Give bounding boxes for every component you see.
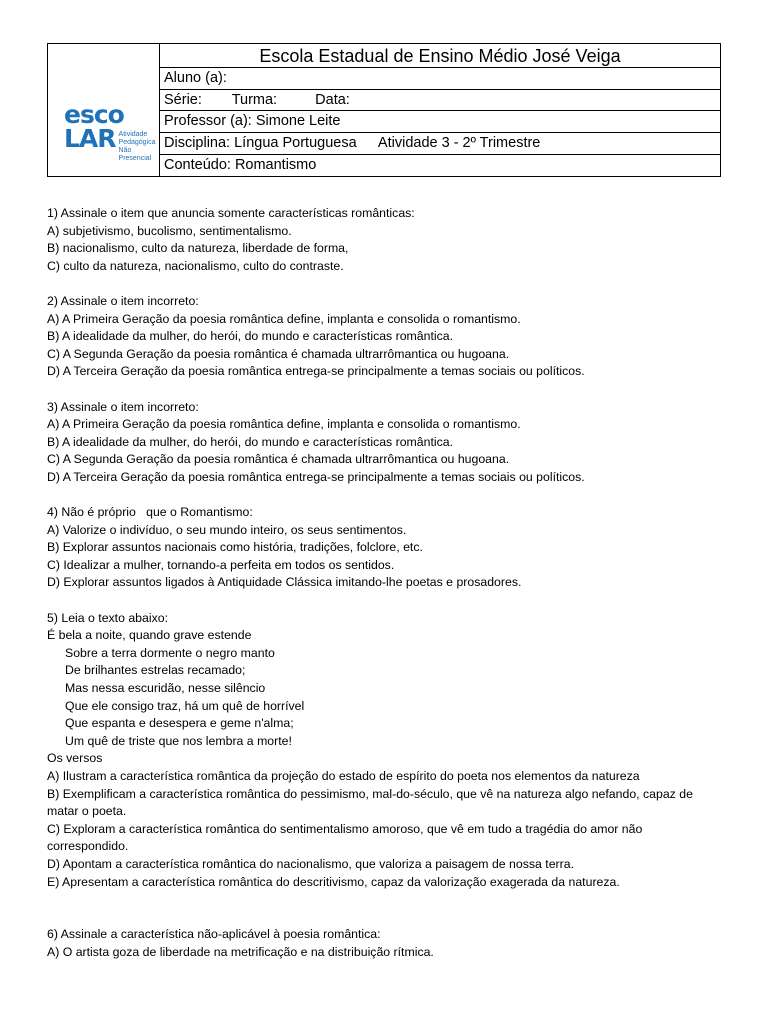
question-6: 6) Assinale a característica não-aplicável à poesia romântica:	[47, 927, 381, 942]
option-c: C) Exploram a característica romântica do sentimentalismo amoroso, que vê em tudo a tragédia do amor não	[47, 821, 643, 836]
poem-line: É bela a noite, quando grave estende	[47, 628, 252, 643]
logo-cell	[48, 44, 160, 176]
option-c: C) A Segunda Geração da poesia romântica é chamada ultrarrômantica ou hugoana.	[47, 452, 510, 467]
logo-sub-line: Pedagógica	[118, 139, 156, 146]
option-b: B) Explorar assuntos nacionais como história, tradições, folclore, etc.	[47, 540, 423, 555]
subject-row	[160, 133, 720, 155]
option-d: D) A Terceira Geração da poesia romântica entrega-se principalmente a temas sociais ou políticos.	[47, 364, 585, 379]
poem-line: De brilhantes estrelas recamado;	[65, 663, 246, 678]
school-name: Escola Estadual de Ensino Médio José Veiga	[160, 44, 720, 68]
subject-label: Disciplina: Língua Portuguesa	[164, 135, 357, 151]
teacher-row: Professor (a): Simone Leite	[160, 111, 720, 133]
poem-line: Que espanta e desespera e geme n'alma;	[65, 716, 294, 731]
question-4: 4) Não é próprio que o Romantismo:	[47, 505, 253, 520]
logo-subtitle	[119, 131, 159, 163]
option-a: A) Valorize o indivíduo, o seu mundo inteiro, os seus sentimentos.	[47, 522, 407, 537]
logo-text-top: esco	[64, 100, 124, 129]
activity-label: Atividade 3 - 2º Trimestre	[377, 135, 541, 151]
student-name-field: Aluno (a):	[160, 68, 720, 90]
content-row: Conteúdo: Romantismo	[164, 156, 317, 173]
option-e: E) Apresentam a característica romântica do descritivismo, capaz da valorização exagerada da natureza.	[47, 874, 620, 889]
questions	[47, 205, 747, 962]
option-b: B) Exemplificam a característica romântica do pessimismo, mal-do-século, que vê na natureza algo nefando, capaz de	[47, 786, 693, 801]
option-c: C) Idealizar a mulher, tornando-a perfeita em todos os sentidos.	[47, 557, 395, 572]
turma-label: Turma:	[231, 91, 278, 108]
escolar-logo	[64, 100, 159, 163]
option-c: C) A Segunda Geração da poesia romântica é chamada ultrarrômantica ou hugoana.	[47, 346, 510, 361]
option-b: B) nacionalismo, culto da natureza, liberdade de forma,	[47, 241, 349, 256]
option-a: A) Ilustram a característica romântica da projeção do estado de espírito do poeta nos elementos da natureza	[47, 769, 640, 783]
option-b-cont: matar o poeta.	[47, 804, 127, 819]
logo-text-bottom: LAR	[64, 124, 116, 153]
poem-line: Sobre a terra dormente o negro manto	[65, 645, 275, 660]
poem-line: Que ele consigo traz, há um quê de horrível	[65, 698, 305, 713]
poem-line: Um quê de triste que nos lembra a morte!	[65, 733, 292, 748]
option-d: D) Explorar assuntos ligados à Antiquidade Clássica imitando-lhe poetas e prosadores.	[47, 575, 522, 590]
option-a: A) A Primeira Geração da poesia romântica define, implanta e consolida o romantismo.	[47, 417, 521, 432]
option-b: B) A idealidade da mulher, do herói, do mundo e características romântica.	[47, 434, 454, 449]
header-table	[47, 43, 721, 177]
question-5-lead: Os versos	[47, 751, 103, 766]
option-b: B) A idealidade da mulher, do herói, do mundo e características romântica.	[47, 329, 454, 344]
date-label: Data:	[315, 91, 350, 108]
option-a: A) O artista goza de liberdade na metrificação e na distribuição rítmica.	[47, 944, 434, 959]
question-3: 3) Assinale o item incorreto:	[47, 399, 199, 414]
header-rows	[160, 44, 720, 176]
logo-sub-line: Atividade	[118, 131, 148, 138]
option-d: D) Apontam a característica romântica do nacionalismo, que valoriza a paisagem de nossa terra.	[47, 856, 574, 871]
logo-sub-line: Não Presencial	[118, 147, 152, 162]
poem-line: Mas nessa escuridão, nesse silêncio	[65, 681, 266, 696]
option-c: C) culto da natureza, nacionalismo, culto do contraste.	[47, 258, 344, 273]
option-a: A) A Primeira Geração da poesia romântica define, implanta e consolida o romantismo.	[47, 311, 521, 326]
question-2: 2) Assinale o item incorreto:	[47, 293, 199, 308]
question-5: 5) Leia o texto abaixo:	[47, 610, 168, 625]
option-a: A) subjetivismo, bucolismo, sentimentalismo.	[47, 223, 292, 238]
serie-label: Série:	[164, 91, 202, 108]
option-d: D) A Terceira Geração da poesia romântica entrega-se principalmente a temas sociais ou políticos.	[47, 469, 585, 484]
class-info-row	[160, 90, 720, 112]
option-c-cont: correspondido.	[47, 839, 129, 854]
question-1: 1) Assinale o item que anuncia somente características românticas:	[47, 206, 415, 220]
